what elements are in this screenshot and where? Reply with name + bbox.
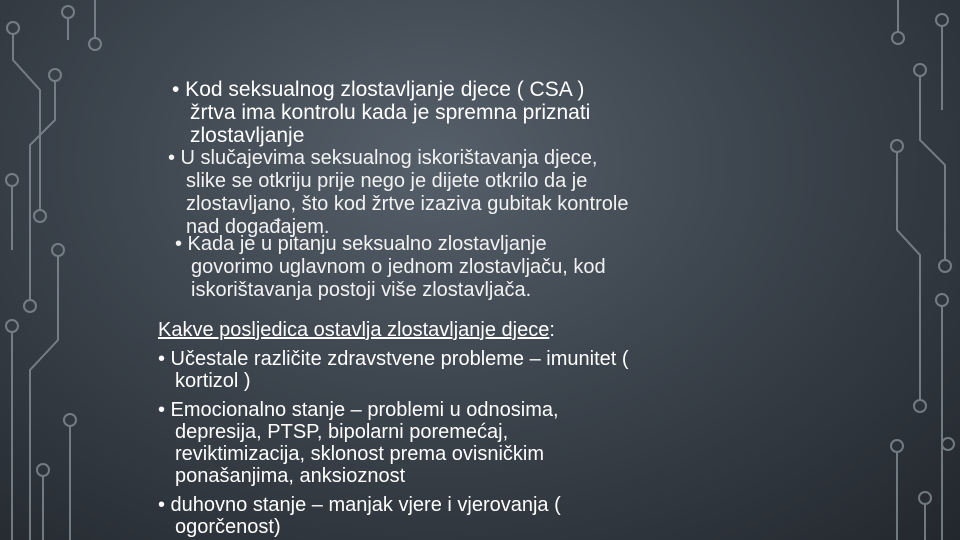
heading-colon: :: [549, 319, 555, 341]
consequences-heading-text: Kakve posljedica ostavlja zlostavljanje djece: [158, 319, 550, 341]
block1-line2: žrtva ima kontrolu kada je spremna priznati: [190, 101, 591, 124]
bullet-block-3: [175, 233, 606, 302]
item2-line2: depresija, PTSP, bipolarni poremećaj,: [175, 421, 509, 443]
consequences-section: [158, 319, 629, 538]
item2-line4: ponašanjima, anksioznost: [175, 465, 406, 487]
block2-line4: nad događajem.: [186, 216, 330, 238]
item3-line1: • duhovno stanje – manjak vjere i vjerovanja (: [158, 494, 561, 516]
item3-line2: ogorčenost): [175, 516, 281, 538]
bullet-block-1: [172, 78, 590, 147]
block3-line3: iskorištavanja postoji više zlostavljača.: [191, 279, 532, 301]
block3-line2: govorimo uglavnom o jednom zlostavljaču, kod: [191, 256, 606, 278]
consequences-heading: [158, 319, 629, 341]
item1-line1: • Učestale različite zdravstvene probleme – imunitet (: [158, 348, 629, 370]
block2-line1: • U slučajevima seksualnog iskorištavanja djece,: [168, 147, 598, 169]
item2-line3: reviktimizacija, sklonost prema ovisničkim: [175, 443, 544, 465]
block2-line2: slike se otkriju prije nego je dijete otkrilo da je: [186, 170, 588, 192]
block2-line3: zlostavljano, što kod žrtve izaziva gubitak kontrole: [186, 193, 629, 215]
block3-line1: • Kada je u pitanju seksualno zlostavljanje: [175, 233, 547, 255]
block1-line3: zlostavljanje: [190, 124, 305, 147]
item1-line2: kortizol ): [175, 370, 251, 392]
item2-line1: • Emocionalno stanje – problemi u odnosima,: [158, 399, 559, 421]
bullet-block-2: [168, 147, 628, 239]
block1-line1: • Kod seksualnog zlostavljanje djece ( CSA ): [172, 78, 585, 101]
